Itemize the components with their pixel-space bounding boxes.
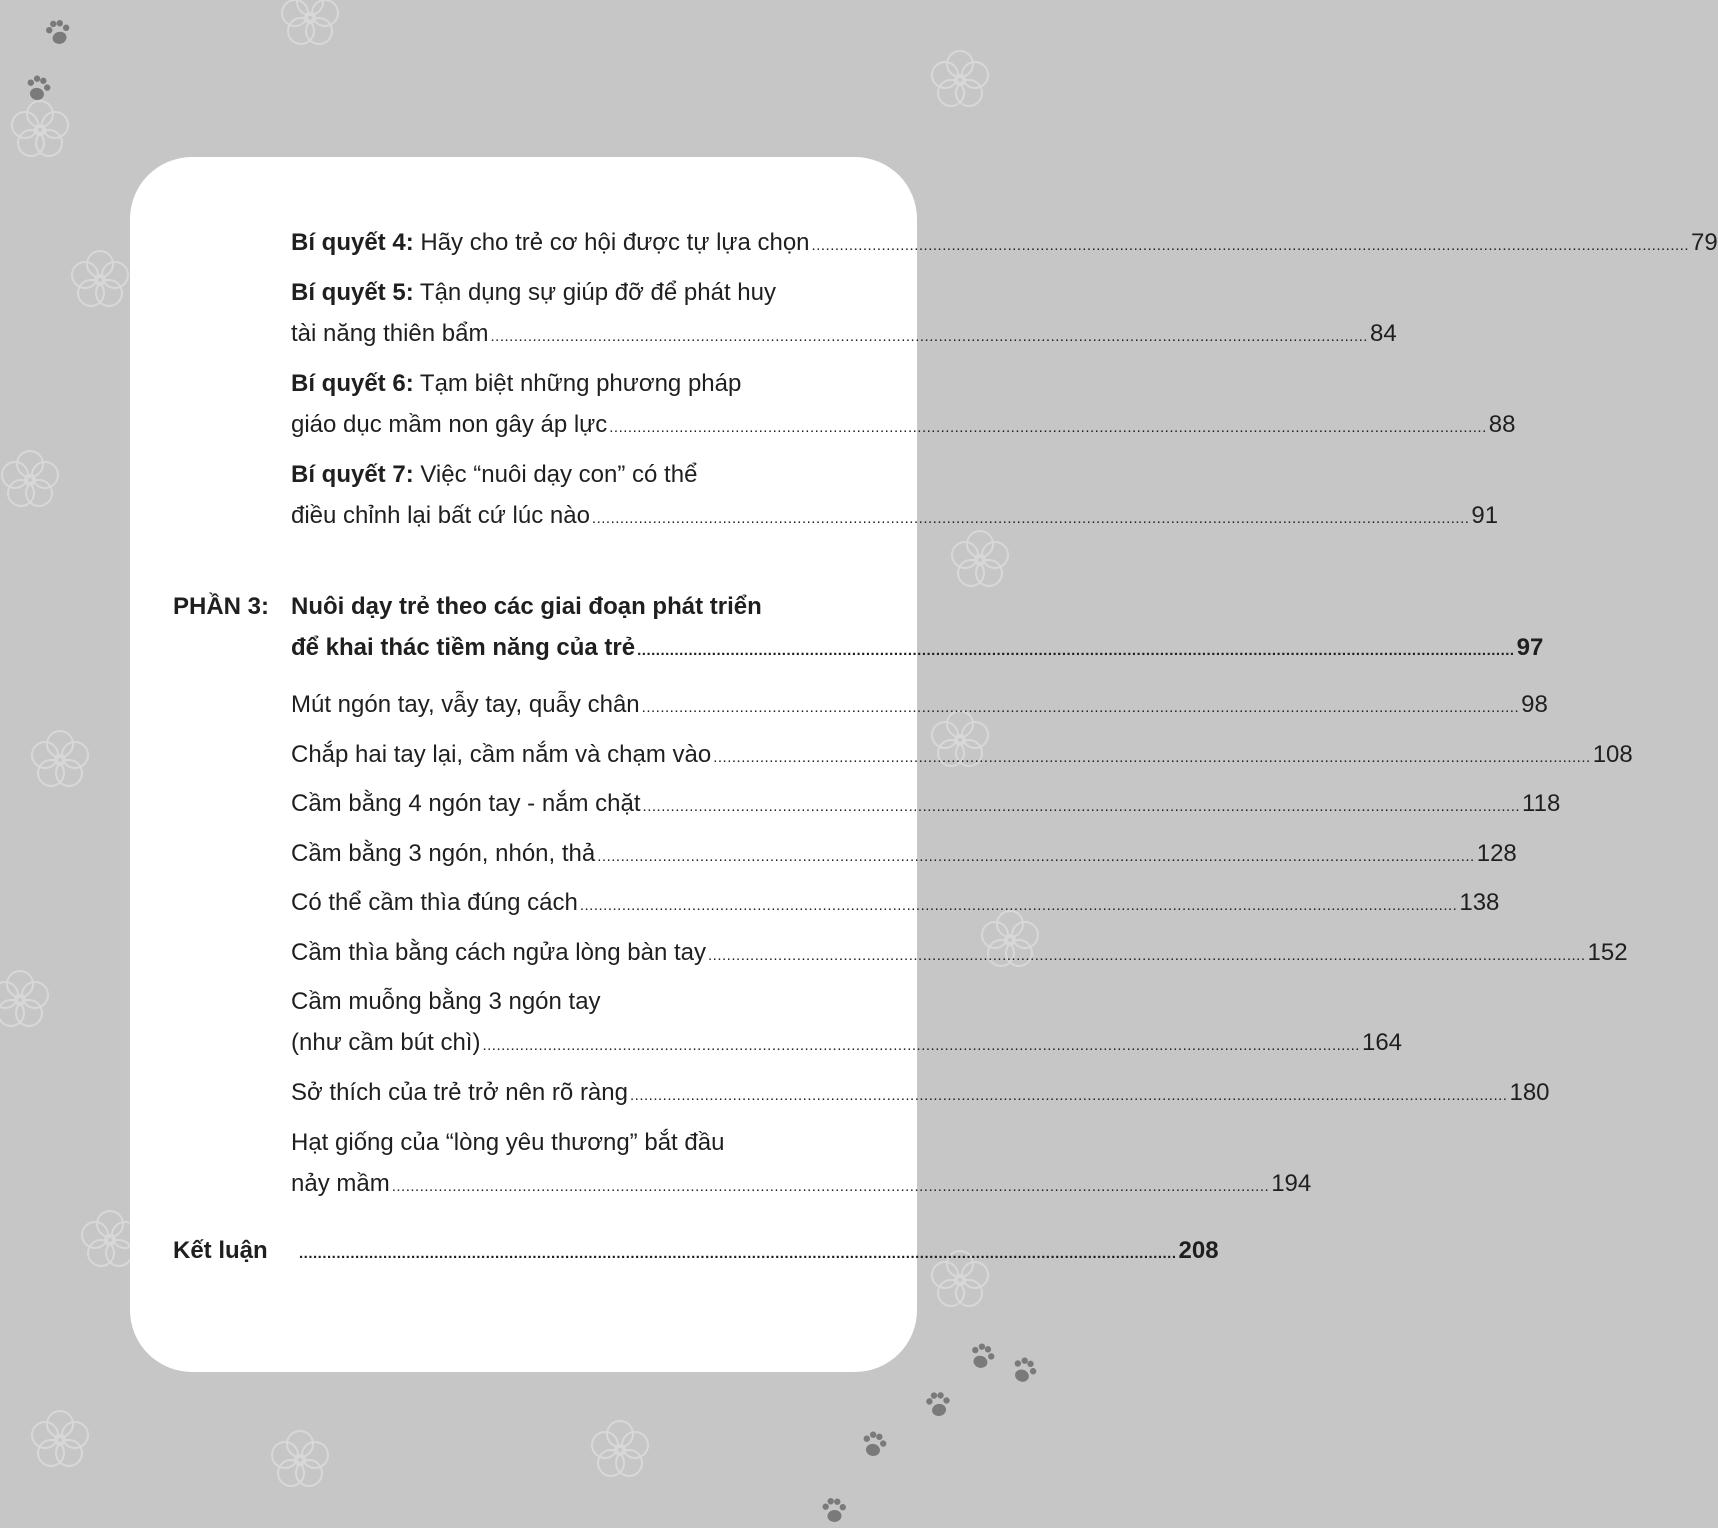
page-number: 108	[1592, 741, 1633, 768]
toc-entry-part-3	[291, 586, 1544, 671]
secret-title: Việc “nuôi dạy con” có thể	[420, 461, 698, 488]
toc-entry	[291, 783, 1561, 827]
entry-title: Sở thích của trẻ trở nên rõ ràng	[291, 1079, 628, 1106]
secret-label: Bí quyết 5:	[291, 279, 414, 306]
flower-icon	[282, 0, 338, 44]
page-number: 180	[1509, 1079, 1550, 1106]
page-number: 194	[1271, 1170, 1312, 1197]
toc-entry-conclusion	[297, 1230, 1219, 1274]
leader-dots	[643, 786, 1521, 827]
secret-title-cont: điều chỉnh lại bất cứ lúc nào	[291, 502, 590, 529]
paw-icon	[44, 17, 73, 46]
page-number: 138	[1459, 889, 1500, 916]
page-number: 208	[1178, 1237, 1219, 1264]
toc-entry	[291, 833, 1517, 877]
leader-dots	[642, 687, 1520, 728]
entry-title: Cầm thìa bằng cách ngửa lòng bàn tay	[291, 939, 707, 966]
leader-dots	[392, 1166, 1270, 1207]
entry-title: Mút ngón tay, vẫy tay, quẫy chân	[291, 691, 640, 718]
leader-dots	[490, 316, 1368, 357]
flower-icon	[32, 1411, 88, 1466]
paw-icon	[822, 1497, 847, 1523]
page-number: 118	[1522, 790, 1561, 817]
leader-dots	[630, 1075, 1508, 1116]
toc-entry-secret-4	[291, 222, 1718, 266]
part-title: Nuôi dạy trẻ theo các giai đoạn phát triển	[291, 593, 762, 620]
paw-icon	[925, 1390, 952, 1418]
leader-dots	[299, 1233, 1177, 1274]
entry-title: Hạt giống của “lòng yêu thương” bắt đầu	[291, 1129, 725, 1156]
toc-card	[130, 157, 1718, 1372]
flower-icon	[12, 101, 68, 156]
toc-entry-secret-7	[291, 454, 1499, 539]
paw-icon	[861, 1430, 888, 1458]
flower-icon	[2, 451, 58, 506]
flower-icon	[272, 1431, 328, 1486]
entry-title: Có thể cầm thìa đúng cách	[291, 889, 578, 916]
secret-label: Bí quyết 7:	[291, 461, 414, 488]
flower-icon	[32, 731, 88, 786]
leader-dots	[592, 498, 1470, 539]
toc-entry-secret-6	[291, 363, 1516, 448]
secret-label: Bí quyết 6:	[291, 370, 414, 397]
entry-title: Chắp hai tay lại, cầm nắm và chạm vào	[291, 741, 712, 768]
entry-title-cont: (như cầm bút chì)	[291, 1029, 481, 1056]
page-number: 97	[1516, 634, 1544, 661]
paw-icon	[968, 1341, 997, 1370]
conclusion-label: Kết luận	[173, 1237, 268, 1264]
part-3-label: PHẦN 3:	[173, 593, 270, 620]
page-number: 79	[1691, 229, 1718, 256]
leader-dots	[482, 1025, 1360, 1066]
flower-icon	[952, 531, 1008, 586]
toc-entry	[291, 1072, 1550, 1116]
toc-entry	[291, 734, 1633, 778]
toc-entry	[291, 684, 1548, 728]
entry-title: Cầm muỗng bằng 3 ngón tay	[291, 988, 601, 1015]
flower-icon	[0, 971, 48, 1026]
flower-icon	[72, 251, 128, 306]
page-number: 88	[1488, 411, 1516, 438]
entry-title-cont: nảy mầm	[291, 1170, 390, 1197]
flower-icon	[932, 51, 988, 106]
toc-entry-secret-5	[291, 272, 1397, 357]
page-number: 164	[1361, 1029, 1403, 1056]
secret-title: Hãy cho trẻ cơ hội được tự lựa chọn	[420, 229, 810, 256]
entry-title: Cầm bằng 3 ngón, nhón, thả	[291, 840, 596, 867]
toc-entry	[291, 932, 1628, 976]
part-title-cont: để khai thác tiềm năng của trẻ	[291, 634, 636, 661]
leader-dots	[812, 225, 1690, 266]
leader-dots	[597, 836, 1475, 877]
leader-dots	[708, 935, 1586, 976]
paw-icon	[1009, 1355, 1039, 1386]
toc-entry	[291, 981, 1403, 1066]
secret-title: Tạm biệt những phương pháp	[419, 370, 742, 397]
toc-entry	[291, 882, 1500, 926]
leader-dots	[580, 885, 1458, 926]
leader-dots	[637, 630, 1515, 671]
paw-icon	[25, 74, 52, 102]
flower-icon	[592, 1421, 648, 1476]
secret-title-cont: tài năng thiên bẩm	[291, 320, 489, 347]
entry-title: Cầm bằng 4 ngón tay - nắm chặt	[291, 790, 641, 817]
page-number: 128	[1476, 840, 1517, 867]
page-number: 98	[1521, 691, 1548, 718]
secret-label: Bí quyết 4:	[291, 229, 414, 256]
leader-dots	[713, 737, 1591, 778]
page-number: 84	[1369, 320, 1397, 347]
page-number: 152	[1587, 939, 1628, 966]
secret-title: Tận dụng sự giúp đỡ để phát huy	[419, 279, 776, 306]
page-number: 91	[1471, 502, 1499, 529]
secret-title-cont: giáo dục mầm non gây áp lực	[291, 411, 608, 438]
toc-entry	[291, 1122, 1312, 1207]
leader-dots	[609, 407, 1487, 448]
